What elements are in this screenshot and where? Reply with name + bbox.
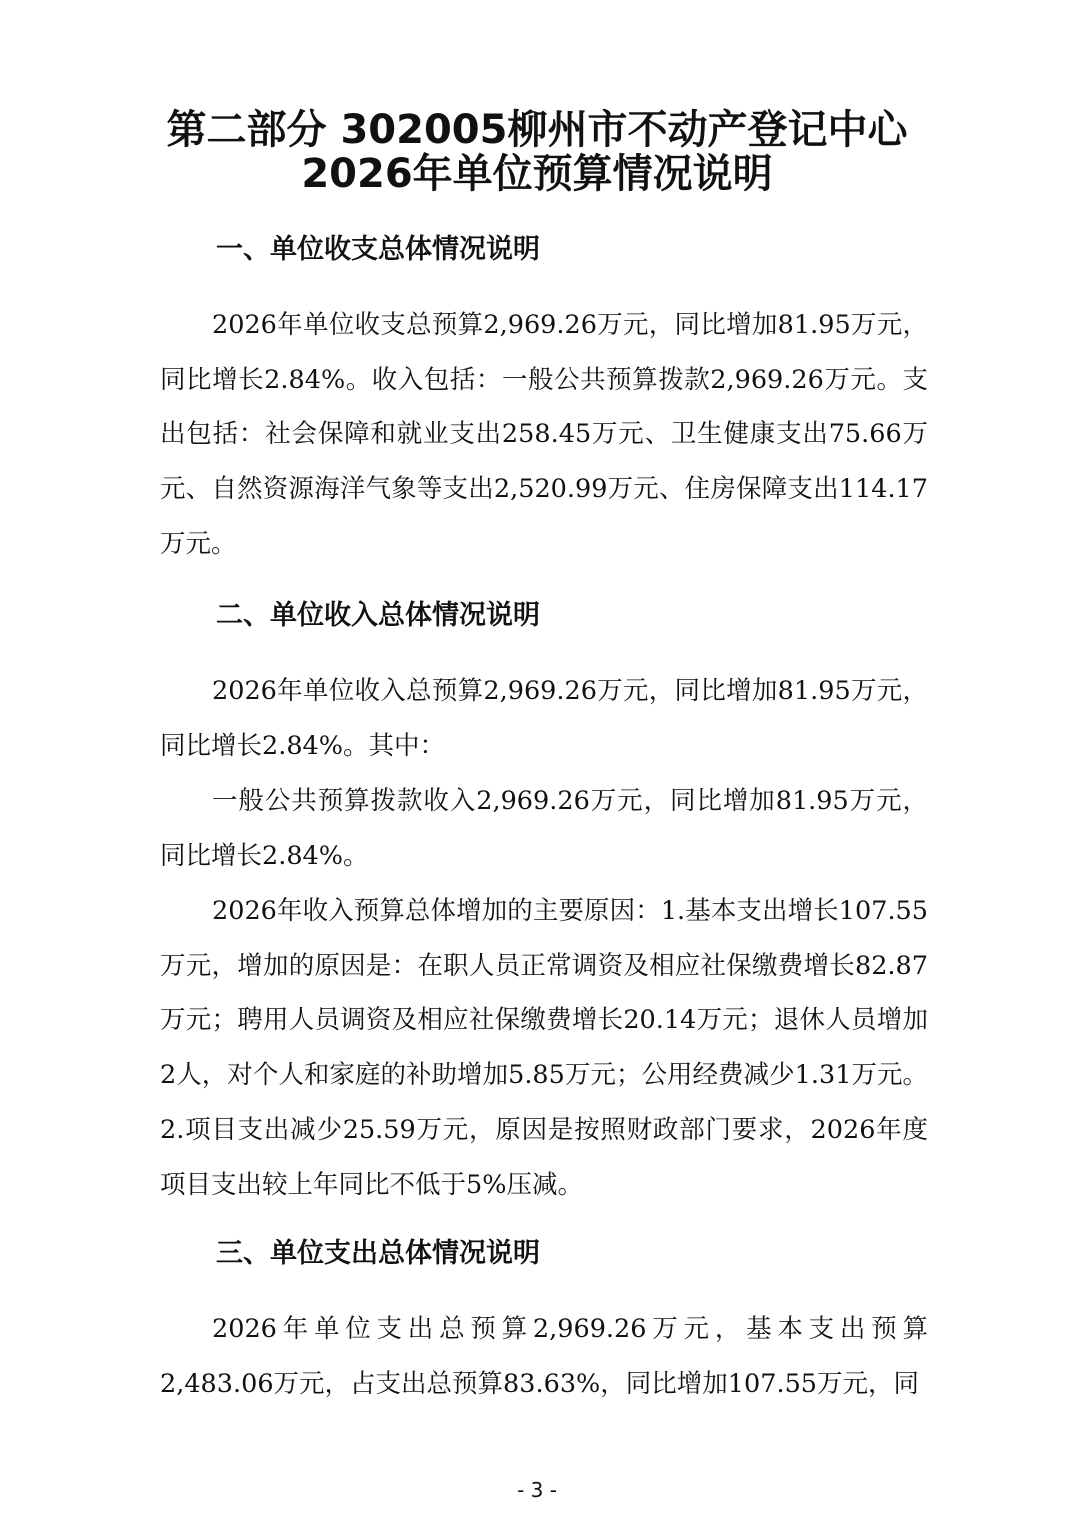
page-number: - 3 - <box>517 1478 557 1502</box>
document-title-line-2: 2026年单位预算情况说明 <box>301 151 773 197</box>
section-3-heading: 三、单位支出总体情况说明 <box>216 1238 540 1269</box>
section-2-heading: 二、单位收入总体情况说明 <box>216 600 540 631</box>
section-1-heading: 一、单位收支总体情况说明 <box>216 234 540 265</box>
section-3-paragraph: 2026年单位支出总预算2,969.26万元，基本支出预算2,483.06万元，占支出总预算83.63%，同比增加107.55万元，同 <box>160 1314 928 1399</box>
section-2-paragraph-2: 一般公共预算拨款收入2,969.26万元，同比增加81.95万元，同比增长2.84%。 <box>160 786 928 871</box>
section-1-paragraph: 2026年单位收支总预算2,969.26万元，同比增加81.95万元，同比增长2.84%。收入包括：一般公共预算拨款2,969.26万元。支出包括：社会保障和就业支出258.45万元、卫生健康支出75.66万元、自然资源海洋气象等支出2,520.99万元、住房保障支出114.17万元。 <box>160 310 928 559</box>
section-2-paragraph-3: 2026年收入预算总体增加的主要原因：1.基本支出增长107.55万元，增加的原因是：在职人员正常调资及相应社保缴费增长82.87万元；聘用人员调资及相应社保缴费增长20.14万元；退休人员增加2人，对个人和家庭的补助增加5.85万元；公用经费减少1.31万元。2.项目支出减少25.59万元，原因是按照财政部门要求，2026年度项目支出较上年同比不低于5%压减。 <box>160 896 928 1200</box>
document-title-line-1: 第二部分 302005柳州市不动产登记中心 <box>166 107 908 153</box>
section-2-paragraph-1: 2026年单位收入总预算2,969.26万元，同比增加81.95万元，同比增长2.84%。其中： <box>160 676 928 761</box>
